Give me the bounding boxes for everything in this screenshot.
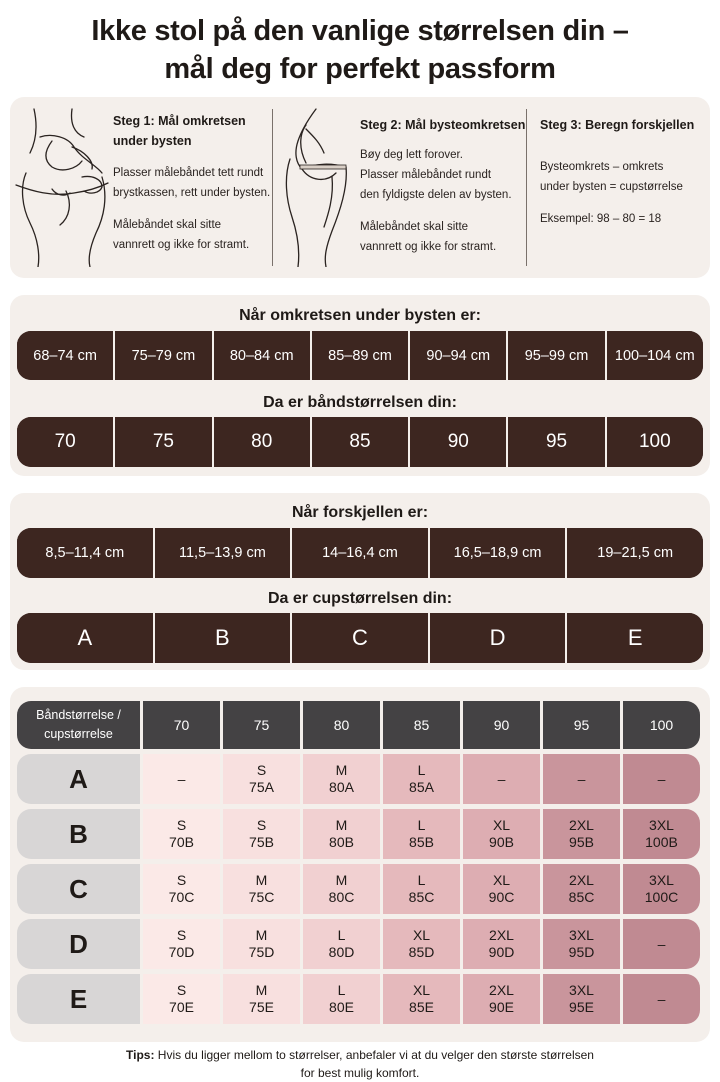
size-letter: M: [255, 927, 268, 943]
size-code: 75C: [248, 889, 275, 905]
step-divider: [526, 109, 527, 266]
size-code: 85C: [408, 889, 435, 905]
underbust-range: 100–104 cm: [607, 331, 703, 380]
underbust-label: Når omkretsen under bysten er:: [239, 307, 481, 324]
size-letter: L: [417, 872, 426, 888]
table-cell: [383, 809, 460, 859]
torso-bust-illustration: [276, 107, 356, 267]
difference-range: 11,5–13,9 cm: [155, 528, 293, 578]
band-size: 75: [115, 417, 213, 467]
difference-bar: [17, 528, 703, 578]
table-cell: [463, 754, 540, 804]
cup-size-bar: [17, 613, 703, 663]
table-row-header: B: [17, 809, 140, 859]
size-code: 95E: [569, 999, 594, 1015]
table-column-header: 95: [543, 701, 620, 749]
table-cell: [303, 754, 380, 804]
size-letter: S: [176, 927, 187, 943]
table-cell: [383, 919, 460, 969]
table-header-row: [17, 701, 703, 749]
size-letter: S: [256, 817, 267, 833]
difference-range: 8,5–11,4 cm: [17, 528, 155, 578]
table-column-header: 90: [463, 701, 540, 749]
size-code: 85D: [408, 944, 435, 960]
size-code: 90D: [488, 944, 515, 960]
size-letter: –: [177, 770, 186, 787]
size-code: 70D: [168, 944, 195, 960]
title-line-2: mål deg for perfekt passform: [164, 53, 556, 85]
table-cell: [383, 974, 460, 1024]
difference-label: Når forskjellen er:: [291, 504, 429, 521]
cup-size: A: [17, 613, 155, 663]
size-letter: –: [657, 770, 666, 787]
size-letter: S: [176, 872, 187, 888]
size-letter: M: [335, 762, 348, 778]
size-letter: 2XL: [489, 927, 514, 943]
size-letter: –: [657, 990, 666, 1007]
size-code: 75A: [249, 779, 274, 795]
size-code: 85A: [409, 779, 434, 795]
cup-size: D: [430, 613, 568, 663]
title-line-1: Ikke stol på den vanlige størrelsen din –: [91, 15, 629, 47]
step3-text: Bysteomkrets – omkrets under bysten = cupstørrelse Eksempel: 98 – 80 = 18: [540, 161, 683, 225]
underbust-range: 95–99 cm: [508, 331, 606, 380]
size-code: 70C: [168, 889, 195, 905]
table-cell: [623, 919, 700, 969]
table-cell: [143, 864, 220, 914]
underbust-range: 90–94 cm: [410, 331, 508, 380]
size-table: [17, 701, 703, 1029]
band-size-panel: [10, 295, 710, 476]
table-cell: [143, 974, 220, 1024]
table-cell: [623, 864, 700, 914]
size-code: 80E: [329, 999, 354, 1015]
table-cell: [463, 919, 540, 969]
size-letter: 3XL: [649, 872, 674, 888]
table-cell: [543, 919, 620, 969]
underbust-range: 75–79 cm: [115, 331, 213, 380]
table-column-header: 75: [223, 701, 300, 749]
table-cell: [143, 754, 220, 804]
table-cell: [543, 864, 620, 914]
size-code: 80A: [329, 779, 354, 795]
table-column-header: 100: [623, 701, 700, 749]
table-cell: [303, 809, 380, 859]
size-letter: –: [577, 770, 586, 787]
band-size: 95: [508, 417, 606, 467]
band-size: 100: [607, 417, 703, 467]
size-letter: M: [255, 982, 268, 998]
cup-size-label: Da er cupstørrelsen din:: [267, 590, 453, 607]
difference-range: 14–16,4 cm: [292, 528, 430, 578]
table-row: [17, 809, 703, 859]
size-letter: 2XL: [569, 872, 594, 888]
size-code: 100B: [645, 834, 678, 850]
table-row-header: A: [17, 754, 140, 804]
tips-label: Tips:: [126, 1048, 155, 1062]
size-letter: S: [256, 762, 267, 778]
table-cell: [223, 864, 300, 914]
underbust-range: 68–74 cm: [17, 331, 115, 380]
step-divider: [272, 109, 273, 266]
cup-size: B: [155, 613, 293, 663]
size-code: 85E: [409, 999, 434, 1015]
table-cell: [383, 864, 460, 914]
size-code: 75B: [249, 834, 274, 850]
size-letter: M: [255, 872, 268, 888]
table-cell: [223, 754, 300, 804]
table-cell: [463, 809, 540, 859]
size-letter: L: [417, 817, 426, 833]
cup-size: E: [567, 613, 703, 663]
table-cell: [303, 974, 380, 1024]
table-row-header: E: [17, 974, 140, 1024]
band-size: 80: [214, 417, 312, 467]
size-letter: –: [497, 770, 506, 787]
size-code: 90C: [488, 889, 515, 905]
tips-note: [0, 1046, 720, 1082]
table-column-header: 80: [303, 701, 380, 749]
size-letter: S: [176, 817, 187, 833]
table-row-header: C: [17, 864, 140, 914]
size-code: 90E: [489, 999, 514, 1015]
underbust-range: 80–84 cm: [214, 331, 312, 380]
torso-underbust-illustration: [12, 107, 112, 267]
band-size: 85: [312, 417, 410, 467]
table-cell: [143, 919, 220, 969]
band-size-bar: [17, 417, 703, 467]
step3-title: Steg 3: Beregn forskjellen: [540, 118, 695, 132]
step1-text: Plasser målebåndet tett rundt brystkassen, rett under bysten. Målebåndet skal sitte vannrett og ikke for stramt.: [113, 167, 271, 251]
size-code: 95B: [569, 834, 594, 850]
steps-panel: [10, 97, 710, 278]
size-letter: –: [657, 935, 666, 952]
size-code: 80D: [328, 944, 355, 960]
underbust-range: 85–89 cm: [312, 331, 410, 380]
table-cell: [383, 754, 460, 804]
table-cell: [543, 754, 620, 804]
tips-text-line2: for best mulig komfort.: [300, 1066, 420, 1080]
size-letter: XL: [412, 982, 431, 998]
step2-title: Steg 2: Mål bysteomkretsen: [360, 118, 526, 132]
size-letter: XL: [492, 872, 511, 888]
table-row: [17, 864, 703, 914]
size-code: 75D: [248, 944, 275, 960]
size-letter: 3XL: [569, 982, 594, 998]
table-row-header: D: [17, 919, 140, 969]
page-title: [0, 12, 720, 88]
table-cell: [303, 919, 380, 969]
size-code: 70E: [169, 999, 194, 1015]
table-cell: [463, 864, 540, 914]
size-letter: XL: [412, 927, 431, 943]
table-column-header: 70: [143, 701, 220, 749]
size-letter: L: [337, 982, 346, 998]
size-code: 80B: [329, 834, 354, 850]
band-size: 90: [410, 417, 508, 467]
size-code: 80C: [328, 889, 355, 905]
table-cell: [223, 974, 300, 1024]
table-column-header: 85: [383, 701, 460, 749]
size-code: 85B: [409, 834, 434, 850]
step1-title: Steg 1: Mål omkretsen under bysten: [113, 114, 246, 148]
table-cell: [223, 919, 300, 969]
table-cell: [623, 974, 700, 1024]
table-cell: [143, 809, 220, 859]
size-code: 90B: [489, 834, 514, 850]
underbust-bar: [17, 331, 703, 380]
table-cell: [543, 974, 620, 1024]
cup-size-panel: [10, 493, 710, 670]
size-letter: 2XL: [569, 817, 594, 833]
table-cell: [543, 809, 620, 859]
size-letter: M: [335, 872, 348, 888]
size-code: 95D: [568, 944, 595, 960]
table-cell: [463, 974, 540, 1024]
size-code: 85C: [568, 889, 595, 905]
size-letter: 2XL: [489, 982, 514, 998]
table-cell: [223, 809, 300, 859]
band-size-label: Da er båndstørrelsen din:: [263, 394, 457, 411]
size-code: 75E: [249, 999, 274, 1015]
size-letter: XL: [492, 817, 511, 833]
table-row: [17, 974, 703, 1024]
table-cell: [623, 809, 700, 859]
size-letter: 3XL: [569, 927, 594, 943]
size-letter: S: [176, 982, 187, 998]
cup-size: C: [292, 613, 430, 663]
size-letter: 3XL: [649, 817, 674, 833]
size-letter: L: [417, 762, 426, 778]
band-size: 70: [17, 417, 115, 467]
step2-text: Bøy deg lett forover. Plasser målebåndet rundt den fyldigste delen av bysten. Målebåndet skal sitte vannrett og ikke for stramt.: [360, 149, 512, 253]
table-corner-label: Båndstørrelse / cupstørrelse: [17, 701, 140, 749]
table-cell: [623, 754, 700, 804]
size-code: 100C: [644, 889, 679, 905]
difference-range: 16,5–18,9 cm: [430, 528, 568, 578]
size-letter: L: [337, 927, 346, 943]
size-letter: M: [335, 817, 348, 833]
size-code: 70B: [169, 834, 194, 850]
size-table-panel: [10, 687, 710, 1042]
tips-text: Hvis du ligger mellom to størrelser, anbefaler vi at du velger den største størrelsen: [154, 1048, 594, 1062]
table-row: [17, 919, 703, 969]
table-row: [17, 754, 703, 804]
difference-range: 19–21,5 cm: [567, 528, 703, 578]
table-cell: [303, 864, 380, 914]
